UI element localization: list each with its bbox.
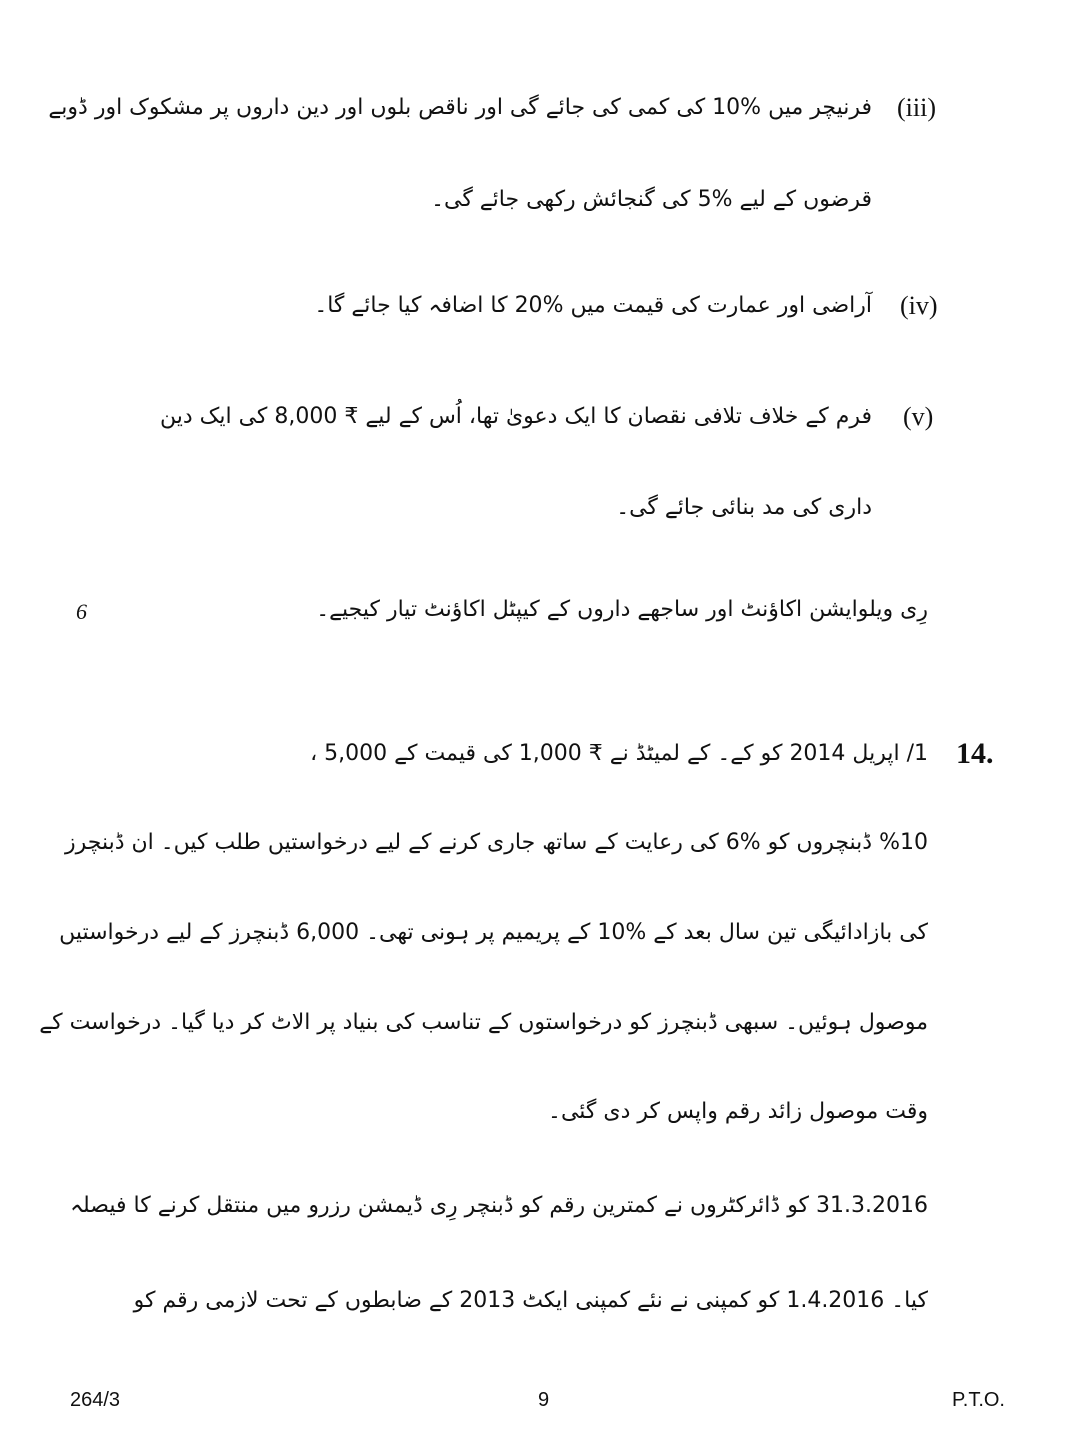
paper-code: 264/3 bbox=[70, 1389, 121, 1411]
q14-line-5: وقت موصول زائد رقم واپس کر دی گئی۔ bbox=[548, 1099, 928, 1124]
q14-line-1: 1/ اپریل 2014 کو کے۔ کے لمیٹڈ نے ₹ 1,000 کی قیمت کے 5,000 ، bbox=[310, 741, 928, 766]
page-number: 9 bbox=[538, 1389, 550, 1411]
q14-line-2: %10 ڈبنچروں کو %6 کی رعایت کے ساتھ جاری کرنے کے لیے درخواستیں طلب کیں۔ ان ڈبنچرز bbox=[65, 830, 928, 855]
question-14-number: 14. bbox=[956, 737, 994, 770]
item-iii-line-2: قرضوں کے لیے %5 کی گنجائش رکھی جائے گی۔ bbox=[431, 187, 872, 212]
item-iii-line-1: فرنیچر میں %10 کی کمی کی جائے گی اور ناقص بلوں اور دین داروں پر مشکوک اور ڈوبے bbox=[48, 95, 872, 120]
item-iii-label: (iii) bbox=[897, 93, 936, 122]
item-iv-label: (iv) bbox=[900, 291, 938, 320]
q14-line-3: کی بازادائیگی تین سال بعد کے %10 کے پریمیم پر ہونی تھی۔ 6,000 ڈبنچرز کے لیے درخواستیں bbox=[59, 920, 928, 945]
q14-line-6: 31.3.2016 کو ڈائرکٹروں نے کمترین رقم کو ڈبنچر رِی ڈیمشن رزرو میں منتقل کرنے کا فیصلہ bbox=[70, 1193, 928, 1218]
q13-instruction: رِی ویلوایشن اکاؤنٹ اور ساجھے داروں کے کیپٹل اکاؤنٹ تیار کیجیے۔ bbox=[316, 597, 928, 622]
q13-marks: 6 bbox=[76, 599, 87, 624]
item-v-label: (v) bbox=[903, 402, 934, 431]
item-iv-line-1: آراضی اور عمارت کی قیمت میں %20 کا اضافہ کیا جائے گا۔ bbox=[314, 293, 872, 318]
pto-label: P.T.O. bbox=[952, 1389, 1005, 1411]
q14-line-4: موصول ہوئیں۔ سبھی ڈبنچرز کو درخواستوں کے تناسب کی بنیاد پر الاٹ کر دیا گیا۔ درخواست کے bbox=[39, 1010, 928, 1035]
item-v-line-2: داری کی مد بنائی جائے گی۔ bbox=[616, 495, 872, 520]
q14-line-7: کیا۔ 1.4.2016 کو کمپنی نے نئے کمپنی ایکٹ 2013 کے ضابطوں کے تحت لازمی رقم کو bbox=[133, 1288, 928, 1313]
item-v-line-1: فرم کے خلاف تلافی نقصان کا ایک دعویٰ تھا، اُس کے لیے ₹ 8,000 کی ایک دین bbox=[160, 404, 872, 429]
